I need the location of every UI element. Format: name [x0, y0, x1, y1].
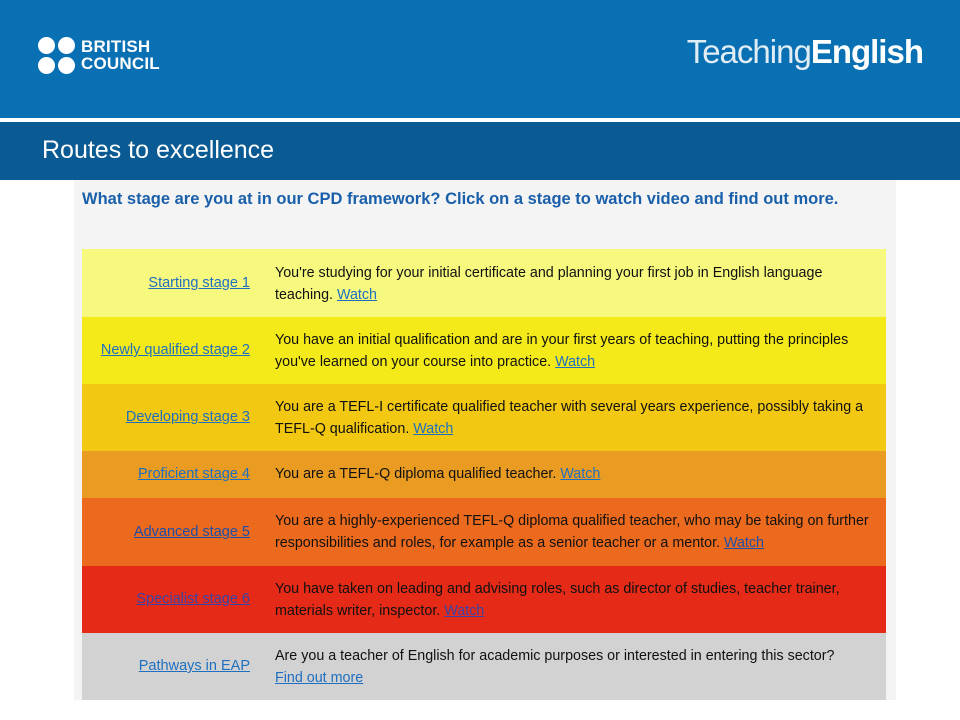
- british-council-logo[interactable]: [38, 37, 178, 77]
- watch-link[interactable]: Watch: [560, 466, 601, 482]
- stage-description: You're studying for your initial certificate and planning your first job in English language teaching.: [275, 265, 823, 303]
- stage-row-eap: [82, 633, 886, 700]
- stage-link-developing-3[interactable]: Developing stage 3: [125, 409, 250, 425]
- stage-description: You are a TEFL-Q diploma qualified teacher.: [275, 466, 557, 482]
- watch-link[interactable]: Watch: [337, 287, 378, 303]
- stage-description: You have an initial qualification and are in your first years of teaching, putting the principles you've learned on your course into practice.: [275, 332, 849, 370]
- framework-question: What stage are you at in our CPD framework? Click on a stage to watch video and find out more.: [82, 190, 839, 208]
- stage-link-starting-1[interactable]: Starting stage 1: [148, 275, 250, 291]
- stage-row-1: [82, 249, 886, 317]
- stage-link-specialist-6[interactable]: Specialist stage 6: [136, 591, 250, 607]
- stage-link-proficient-4[interactable]: Proficient stage 4: [137, 466, 250, 482]
- cpd-framework-panel: [74, 180, 896, 700]
- watch-link[interactable]: Watch: [444, 603, 485, 619]
- stage-link-newly-qualified-2[interactable]: Newly qualified stage 2: [100, 342, 250, 358]
- stage-row-2: [82, 317, 886, 384]
- watch-link[interactable]: Watch: [555, 354, 596, 370]
- stage-description: You have taken on leading and advising roles, such as director of studies, teacher trainer, materials writer, inspector.: [275, 581, 840, 619]
- stage-row-6: [82, 566, 886, 633]
- stage-table: [82, 249, 886, 700]
- title-bar: [0, 122, 960, 180]
- stage-description: Are you a teacher of English for academic purposes or interested in entering this sector?: [275, 648, 835, 664]
- stage-description: You are a TEFL-I certificate qualified teacher with several years experience, possibly taking a TEFL-Q qualification.: [275, 399, 864, 437]
- stage-row-5: [82, 498, 886, 566]
- site-header: [0, 0, 960, 118]
- stage-row-3: [82, 384, 886, 451]
- stage-row-4: [82, 451, 886, 498]
- stage-link-pathways-eap[interactable]: Pathways in EAP: [138, 658, 250, 674]
- watch-link[interactable]: Watch: [413, 421, 454, 437]
- teaching-english-logo[interactable]: TeachingEnglish: [686, 33, 923, 70]
- stage-description: You are a highly-experienced TEFL-Q diploma qualified teacher, who may be taking on further responsibilities and roles, for example as a senior teacher or a mentor.: [275, 513, 869, 551]
- stage-link-advanced-5[interactable]: Advanced stage 5: [133, 524, 250, 540]
- british-council-dots-icon: [38, 37, 76, 75]
- british-council-wordmark: BRITISH COUNCIL: [81, 37, 160, 73]
- page-title: Routes to excellence: [42, 136, 275, 164]
- find-out-more-link[interactable]: Find out more: [275, 670, 364, 686]
- watch-link[interactable]: Watch: [724, 535, 765, 551]
